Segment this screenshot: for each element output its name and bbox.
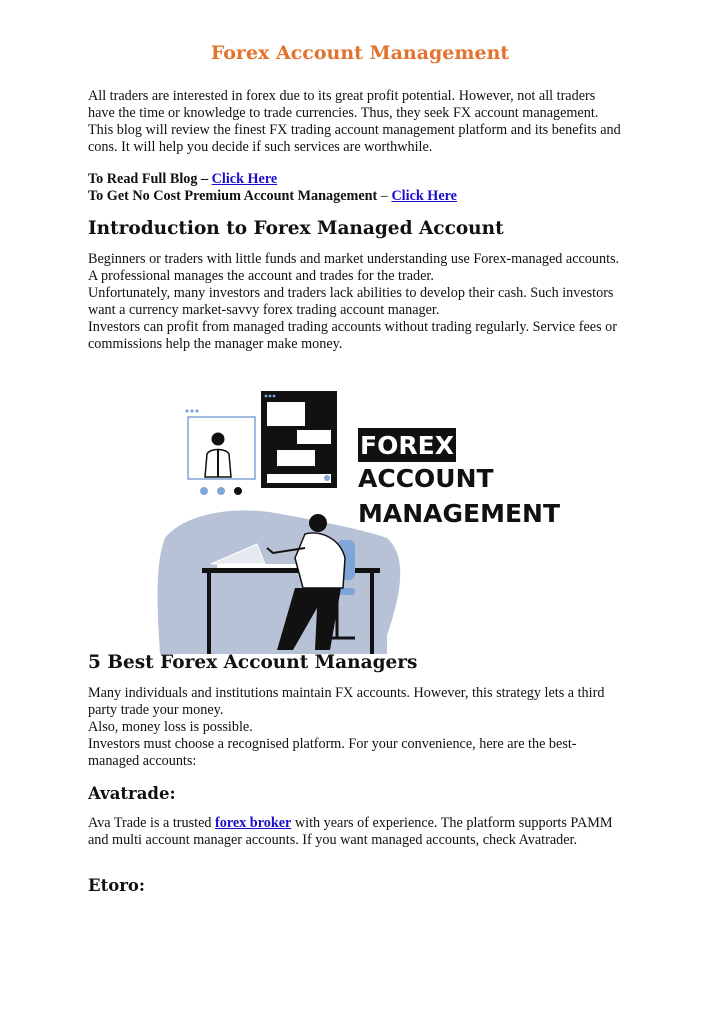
section-line: want a currency market-savvy forex trading account manager. [88, 302, 440, 318]
links-block [88, 171, 636, 205]
send-icon [324, 475, 330, 481]
desk-leg [207, 573, 211, 654]
avatrade-text: with years of experience. The platform supports PAMM [291, 815, 613, 831]
read-blog-link[interactable]: Click Here [211, 171, 278, 187]
page-title: Forex Account Management [210, 42, 510, 64]
person-head-icon [212, 433, 225, 446]
avatrade-line: and multi account manager accounts. If you want managed accounts, check Avatrader. [88, 832, 578, 848]
best-section-paragraph [88, 685, 636, 770]
chat-bubble [297, 430, 331, 444]
forex-broker-link[interactable]: forex broker [215, 815, 292, 831]
background-blob [158, 510, 387, 654]
section-line: commissions help the manager make money. [88, 336, 343, 352]
dot-icon [185, 409, 188, 412]
intro-line: cons. It will help you decide if such services are worthwhile. [88, 139, 433, 155]
intro-paragraph [88, 88, 636, 156]
section-line: managed accounts: [88, 753, 197, 769]
account-word: ACCOUNT [358, 464, 494, 493]
dot-icon [269, 395, 272, 398]
section-heading-intro: Introduction to Forex Managed Account [88, 218, 504, 239]
dot-icon [273, 395, 276, 398]
section-line: Investors must choose a recognised platform. For your convenience, here are the best- [88, 736, 577, 752]
dot-icon [190, 409, 193, 412]
read-blog-label: To Read Full Blog – [88, 171, 212, 187]
section-heading-etoro: Etoro: [88, 876, 145, 895]
forex-illustration [155, 388, 575, 654]
intro-line: All traders are interested in forex due to its great profit potential. However, not all traders [88, 88, 596, 104]
section-line: Unfortunately, many investors and traders lack abilities to develop their cash. Such investors [88, 285, 614, 301]
intro-line: This blog will review the finest FX trading account management platform and its benefits and [88, 122, 621, 138]
avatrade-text: Ava Trade is a trusted [88, 815, 216, 831]
woman-head [309, 514, 327, 532]
section-line: Beginners or traders with little funds and market understanding use Forex-managed accounts. [88, 251, 620, 267]
chat-bubble [267, 402, 305, 426]
premium-link[interactable]: Click Here [391, 188, 457, 204]
management-word: MANAGEMENT [358, 499, 561, 528]
mic-icon [200, 487, 208, 495]
intro-section-paragraph [88, 251, 636, 353]
forex-word: FOREX [360, 431, 454, 460]
dot-icon [265, 395, 268, 398]
premium-separator: – [377, 188, 392, 204]
chat-bubble [277, 450, 315, 466]
section-heading-avatrade: Avatrade: [88, 784, 176, 803]
section-line: Many individuals and institutions maintain FX accounts. However, this strategy lets a third [88, 685, 605, 701]
section-heading-best: 5 Best Forex Account Managers [88, 652, 418, 673]
section-line: A professional manages the account and trades for the trader. [88, 268, 434, 284]
desk-leg [370, 573, 374, 654]
premium-line [88, 188, 636, 205]
avatrade-line [88, 815, 636, 832]
read-blog-line [88, 171, 636, 188]
avatrade-paragraph [88, 815, 636, 849]
chat-input [267, 474, 331, 483]
section-line: Also, money loss is possible. [88, 719, 253, 735]
camera-icon [217, 487, 225, 495]
premium-label: To Get No Cost Premium Account Management [88, 188, 378, 204]
intro-line: have the time or knowledge to trade currencies. Thus, they seek FX account management. [88, 105, 599, 121]
dot-icon [195, 409, 198, 412]
hangup-icon [234, 487, 242, 495]
section-line: Investors can profit from managed trading accounts without trading regularly. Service fees or [88, 319, 617, 335]
section-line: party trade your money. [88, 702, 224, 718]
